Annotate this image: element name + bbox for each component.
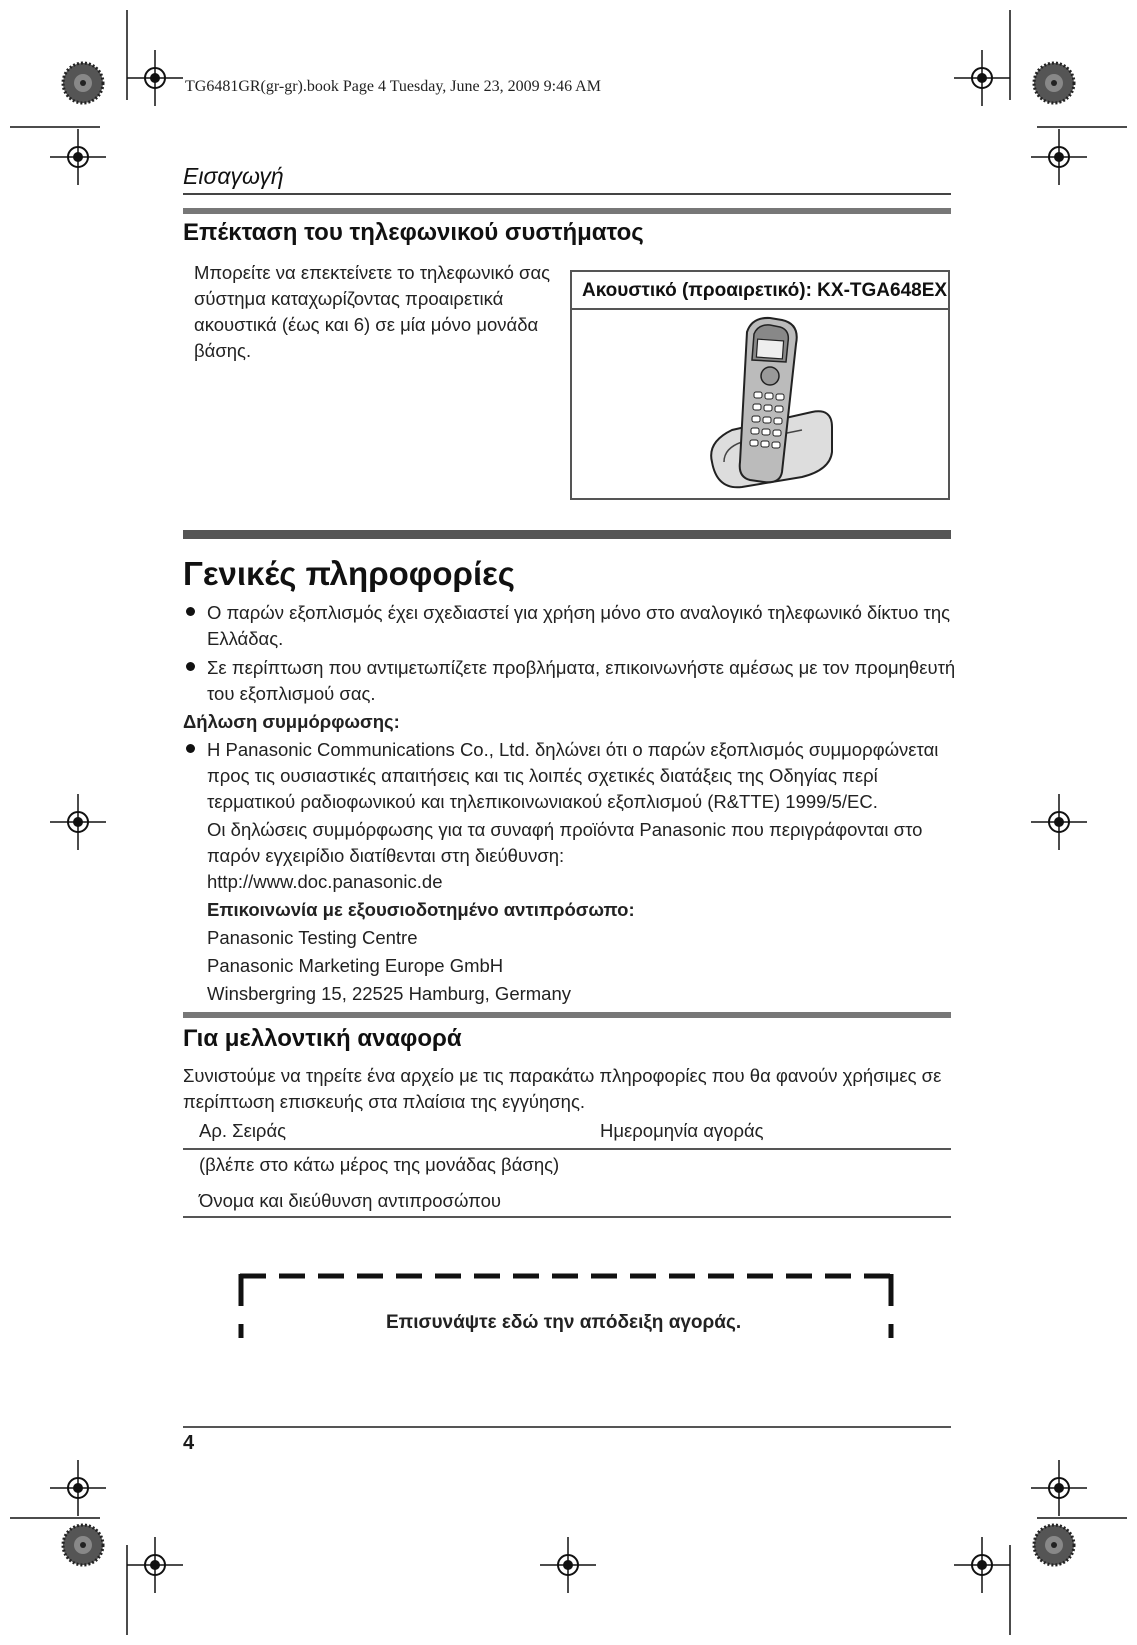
book-info-line: TG6481GR(gr-gr).book Page 4 Tuesday, June 23, 2009 9:46 AM (185, 78, 601, 95)
bullet-3 (186, 744, 195, 753)
dealer-label: Όνομα και διεύθυνση αντιπροσώπου (199, 1190, 502, 1211)
doc-text: Οι δηλώσεις συμμόρφωσης για τα συναφή προϊόντα Panasonic που περιγράφονται στο παρόν εγχειρίδιο διατίθενται στη διεύθυνση: http://www.doc.panasonic.de (207, 817, 922, 895)
bullet-1 (186, 607, 195, 616)
general-title: Γενικές πληροφορίες (183, 555, 515, 592)
page-number: 4 (183, 1432, 195, 1454)
footer-rule (183, 1426, 951, 1428)
expansion-text: Μπορείτε να επεκτείνετε το τηλεφωνικό σας σύστημα καταχωρίζοντας προαιρετικά ακουστικά (έως και 6) σε μία μόνο μονάδα βάσης. (194, 262, 551, 361)
purchase-date-label: Ημερομηνία αγοράς (600, 1120, 764, 1141)
general-rule (183, 530, 951, 539)
future-title: Για μελλοντική αναφορά (183, 1025, 462, 1052)
contact-title: Επικοινωνία με εξουσιοδοτημένο αντιπρόσωπο: (207, 899, 635, 920)
contact-address: Panasonic Testing Centre Panasonic Marketing Europe GmbH Winsbergring 15, 22525 Hamburg, Germany (207, 927, 572, 1004)
declaration-text: Η Panasonic Communications Co., Ltd. δηλώνει ότι ο παρών εξοπλισμός συμμορφώνεται προς τις ουσιαστικές απαιτήσεις και τις λοιπές σχετικές διατάξεις της Οδηγίας περί τερματικού ραδιοφωνικού και τηλεπικοινωνιακού εξοπλισμού (R&TTE) 1999/5/EC. (207, 739, 939, 812)
future-rule (183, 1012, 951, 1018)
expansion-title: Επέκταση του τηλεφωνικού συστήματος (183, 219, 644, 246)
dealer-row-line (183, 1216, 951, 1218)
future-text: Συνιστούμε να τηρείτε ένα αρχείο με τις παρακάτω πληροφορίες που θα φανούν χρήσιμες σε περίπτωση επισκευής στα πλαίσια της εγγύησης. (183, 1065, 942, 1112)
kicker-rule (183, 193, 951, 195)
general-bullet-1: Ο παρών εξοπλισμός έχει σχεδιαστεί για χρήση μόνο στο αναλογικό τηλεφωνικό δίκτυο της Ελλάδας. (207, 602, 951, 649)
section-kicker: Εισαγωγή (183, 163, 284, 189)
serial-row-line (183, 1148, 951, 1150)
expansion-rule (183, 208, 951, 214)
handset-box-title: Ακουστικό (προαιρετικό): KX-TGA648EX (582, 280, 948, 301)
general-bullet-2: Σε περίπτωση που αντιμετωπίζετε προβλήματα, επικοινωνήστε αμέσως με τον προμηθευτή του εξοπλισμού σας. (207, 657, 956, 704)
declaration-title: Δήλωση συμμόρφωσης: (183, 711, 400, 732)
receipt-attach-text: Επισυνάψτε εδώ την απόδειξη αγοράς. (386, 1312, 742, 1333)
serial-label: Αρ. Σειράς (199, 1120, 287, 1141)
doc-link: http://www.doc.panasonic.de (207, 871, 443, 892)
handset-illustration (702, 312, 842, 492)
bullet-2 (186, 662, 195, 671)
serial-hint: (βλέπε στο κάτω μέρος της μονάδας βάσης) (199, 1154, 560, 1175)
handset-box (570, 270, 950, 500)
